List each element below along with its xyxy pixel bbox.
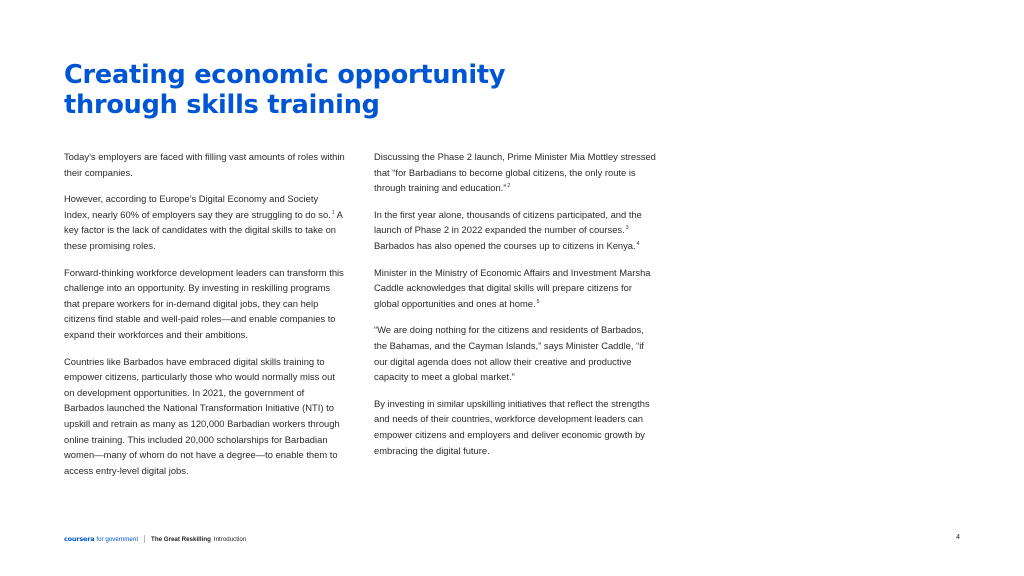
coursera-logo <box>64 535 138 543</box>
paragraph-text: Minister in the Ministry of Economic Affairs and Investment Marsha Caddle acknowledges that digital skills will prepare citizens for global opportunities and ones at home. <box>374 266 651 309</box>
logo-subtitle: for government <box>96 535 139 543</box>
logo-brand: coursera <box>64 535 95 543</box>
right-column <box>374 149 659 469</box>
paragraph <box>374 207 659 254</box>
paragraph: Countries like Barbados have embraced digital skills training to empower citizens, particularly those who would normally miss out on development opportunities. In 2021, the government of Barbados launched the National Transformation Initiative (NTI) to upskill and retrain as many as 120,000 Barbadian workers through online training. This included 20,000 scholarships for Barbadian women—many of whom do not have a degree—to enable them to access entry-level digital jobs. <box>64 355 340 476</box>
paragraph: Today’s employers are faced with filling vast amounts of roles within their companies. <box>64 151 345 178</box>
paragraph: “We are doing nothing for the citizens and residents of Barbados, the Bahamas, and the Cayman Islands,” says Minister Caddle, “if our digital agenda does not allow their creative and productive capacity to meet a global market.” <box>374 324 644 383</box>
page-title <box>64 60 624 120</box>
left-column <box>64 149 346 489</box>
paragraph-text: However, according to Europe’s Digital Economy and Society Index, nearly 60% of employers say they are struggling to do so. <box>64 193 331 220</box>
footnote-ref: 4 <box>636 240 640 247</box>
paragraph-text: Discussing the Phase 2 launch, Prime Minister Mia Mottley stressed that “for Barbadians to become global citizens, the only route is through training and education.” <box>374 151 656 194</box>
paragraph <box>374 149 659 196</box>
page-number: 4 <box>956 534 960 541</box>
paragraph-text: Barbados has also opened the courses up to citizens in Kenya. <box>374 239 636 251</box>
footer-divider <box>144 535 145 543</box>
paragraph <box>374 265 659 312</box>
paragraph: By investing in similar upskilling initiatives that reflect the strengths and needs of their countries, workforce development leaders can empower citizens and employers and deliver economic growth by embracing the digital future. <box>374 397 650 456</box>
footnote-ref: 2 <box>507 183 511 190</box>
report-section: Introduction <box>213 535 247 543</box>
paragraph: Forward-thinking workforce development leaders can transform this challenge into an opportunity. By investing in reskilling programs that prepare workers for in-demand digital jobs, they can help citizens find stable and well-paid roles—and enable companies to expand their workforces and their ambitions. <box>64 266 344 340</box>
report-name: The Great Reskilling <box>151 535 211 543</box>
paragraph-text: In the first year alone, thousands of citizens participated, and the launch of Phase 2 in 2022 expanded the number of courses. <box>374 208 642 236</box>
footer <box>64 533 246 545</box>
footnote-ref: 3 <box>625 225 629 232</box>
footnote-ref: 5 <box>536 298 540 305</box>
footnote-ref: 1 <box>331 209 335 216</box>
page-title-line-2: through skills training <box>64 90 380 120</box>
page-title-line-1: Creating economic opportunity <box>64 60 506 90</box>
paragraph-text: A key factor is the lack of candidates with the digital skills to take on these promising roles. <box>64 208 343 251</box>
paragraph <box>64 191 346 253</box>
